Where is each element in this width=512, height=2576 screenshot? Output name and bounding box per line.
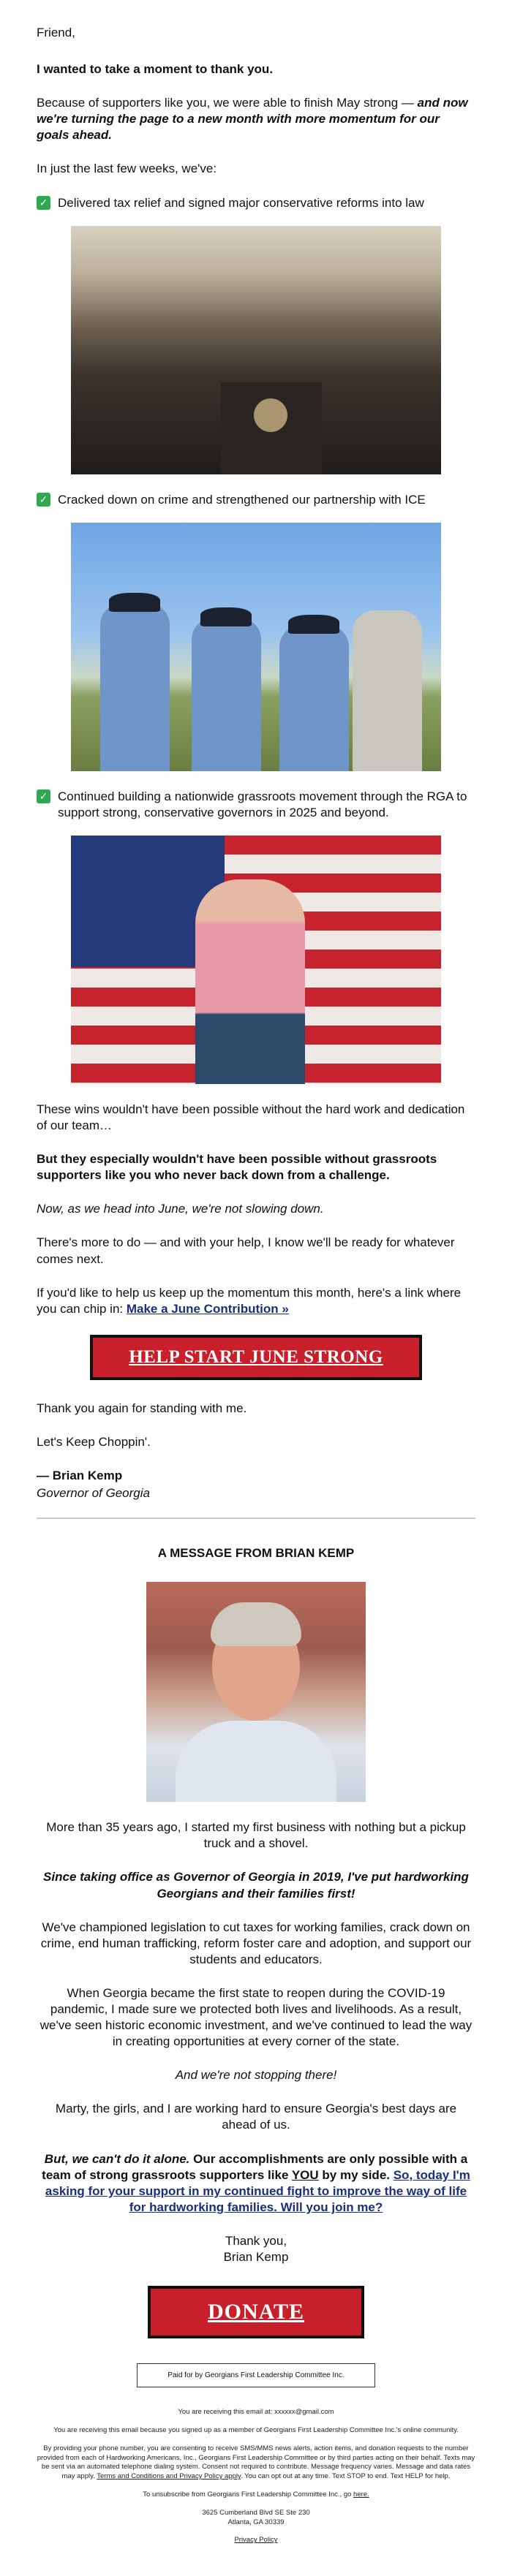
privacy-policy-link[interactable]: Privacy Policy — [234, 2536, 278, 2545]
paid-for-box: Paid for by Georgians First Leadership Committee Inc. — [137, 2363, 375, 2387]
unsubscribe-text: To unsubscribe from Georgians First Leadership Committee Inc., go — [143, 2490, 354, 2499]
address-line-1: 3625 Cumberland Blvd SE Ste 230 — [202, 2508, 310, 2517]
keep-choppin-text: Let's Keep Choppin'. — [37, 1434, 151, 1449]
trooper-figure — [279, 625, 349, 771]
trooper-figure — [100, 603, 170, 771]
unsubscribe-line — [37, 2490, 475, 2500]
signup-reason-line: You are receiving this email because you signed up as a member of Georgians First Leadership Committee Inc.'s online community. — [53, 2425, 459, 2434]
greeting: Friend, — [37, 26, 75, 39]
message-heading: A MESSAGE FROM BRIAN KEMP — [157, 1546, 355, 1561]
thanks-again-text: Thank you again for standing with me. — [37, 1401, 247, 1415]
intro-plain: Because of supporters like you, we were able to finish May strong — — [37, 96, 418, 110]
checkmark-icon: ✓ — [37, 789, 50, 803]
sms-consent-text: By providing your phone number, you are consenting to receive SMS/MMS news alerts, action items, and donation requests to the number provided from each of Hardworking Americans, Inc., Georgians First Leadership Committee or by third parties acting on their behalf. Texts may be sent via an automated telephone dialing system. Consent not required to contribute. Message frequency varies. Message and data rates may apply. — [37, 2444, 475, 2481]
signature-name: — Brian Kemp — [37, 1468, 123, 1482]
flag-speech-photo — [71, 836, 441, 1084]
message-paragraph-6: Marty, the girls, and I are working hard to ensure Georgia's best days are ahead of us. — [55, 2102, 457, 2132]
win-text: Delivered tax relief and signed major conservative reforms into law — [58, 195, 424, 210]
few-weeks-text: In just the last few weeks, we've: — [37, 162, 217, 176]
portrait-hair — [211, 1602, 301, 1646]
closing — [37, 2233, 475, 2265]
sms-consent-tail: . You can opt out at any time. Text STOP to end. Text HELP for help. — [241, 2472, 451, 2481]
governor-figure — [353, 610, 422, 771]
unsubscribe-link[interactable]: here. — [353, 2490, 369, 2499]
checkmark-icon: ✓ — [37, 196, 50, 210]
trooper-hat — [288, 615, 339, 634]
win-item-2 — [37, 492, 475, 508]
closing-name: Brian Kemp — [223, 2250, 289, 2265]
intro-italic: and now we're turning the page to a new month with more momentum for our goals ahead. — [37, 96, 468, 143]
chip-in-text: If you'd like to help us keep up the momentum this month, here's a link where you can chip in: — [37, 1285, 462, 1316]
brian-kemp-portrait — [146, 1582, 366, 1802]
closing-thanks: Thank you, — [225, 2233, 287, 2248]
speaker-figure — [195, 879, 305, 1084]
wins-text: These wins wouldn't have been possible without the hard work and dedication of our team… — [37, 1102, 465, 1133]
trooper-hat — [109, 593, 160, 612]
bill-signing-photo — [71, 226, 441, 474]
side-text: by my side. — [318, 2167, 394, 2182]
win-item-1 — [37, 195, 475, 211]
trooper-hat — [200, 607, 252, 626]
email-address-line: You are receiving this email at: xxxxxx@gmail.com — [178, 2408, 334, 2417]
mailing-address — [37, 2509, 475, 2528]
privacy-policy-line — [37, 2536, 475, 2567]
alone-text: But, we can't do it alone. — [44, 2151, 190, 2166]
signature-title: Governor of Georgia — [37, 1486, 150, 1501]
donate-button[interactable]: DONATE — [148, 2286, 364, 2338]
chip-in-paragraph — [37, 1285, 475, 1317]
win-text: Cracked down on crime and strengthened our partnership with ICE — [58, 492, 426, 507]
join-me-link[interactable]: So, today I'm asking for your support in my continued fight to improve the way of life for hardworking families. Will you join me? — [45, 2167, 470, 2214]
message-paragraph-1: More than 35 years ago, I started my first business with nothing but a pickup truck and a shovel. — [46, 1820, 466, 1851]
message-paragraph-4: When Georgia became the first state to reopen during the COVID-19 pandemic, I made sure we protected both lives and livelihoods. As a result, we've seen historic economic investment, and we've continued to lead the way in creating opportunities at every corner of the state. — [39, 1985, 473, 2049]
thank-headline: I wanted to take a moment to thank you. — [37, 62, 274, 77]
terms-privacy-link[interactable]: Terms and Conditions and Privacy Policy apply — [97, 2472, 241, 2481]
address-line-2: Atlanta, GA 30339 — [227, 2518, 285, 2526]
trooper-figure — [192, 618, 261, 771]
you-text: YOU — [291, 2167, 319, 2182]
message-paragraph-7 — [37, 2151, 475, 2216]
portrait-shirt — [176, 1721, 336, 1802]
checkmark-icon: ✓ — [37, 493, 50, 507]
divider — [37, 1518, 475, 1519]
intro-paragraph — [37, 95, 475, 143]
message-paragraph-5: And we're not stopping there! — [175, 2068, 337, 2083]
help-start-june-strong-button[interactable]: HELP START JUNE STRONG — [90, 1335, 422, 1380]
state-troopers-photo — [71, 523, 441, 771]
june-contribution-link[interactable]: Make a June Contribution » — [126, 1301, 289, 1316]
win-text: Continued building a nationwide grassroots movement through the RGA to support strong, conservative governors in 2025 and beyond. — [58, 789, 467, 819]
georgia-seal — [254, 398, 287, 432]
grassroots-text: But they especially wouldn't have been possible without grassroots supporters like you who never back down from a challenge. — [37, 1152, 437, 1183]
win-item-3 — [37, 789, 475, 821]
more-to-do-text: There's more to do — and with your help, I know we'll be ready for whatever comes next. — [37, 1235, 455, 1266]
sms-consent-line — [37, 2444, 475, 2482]
message-paragraph-2: Since taking office as Governor of Georgia in 2019, I've put hardworking Georgians and their families first! — [43, 1870, 469, 1901]
message-paragraph-3: We've championed legislation to cut taxes for working families, crack down on crime, end human trafficking, reform foster care and adoption, and support our students and educators. — [40, 1920, 472, 1966]
june-text: Now, as we head into June, we're not slowing down. — [37, 1202, 324, 1216]
team-text: Our accomplishments are only possible with a team of strong grassroots supporters like — [42, 2151, 468, 2182]
